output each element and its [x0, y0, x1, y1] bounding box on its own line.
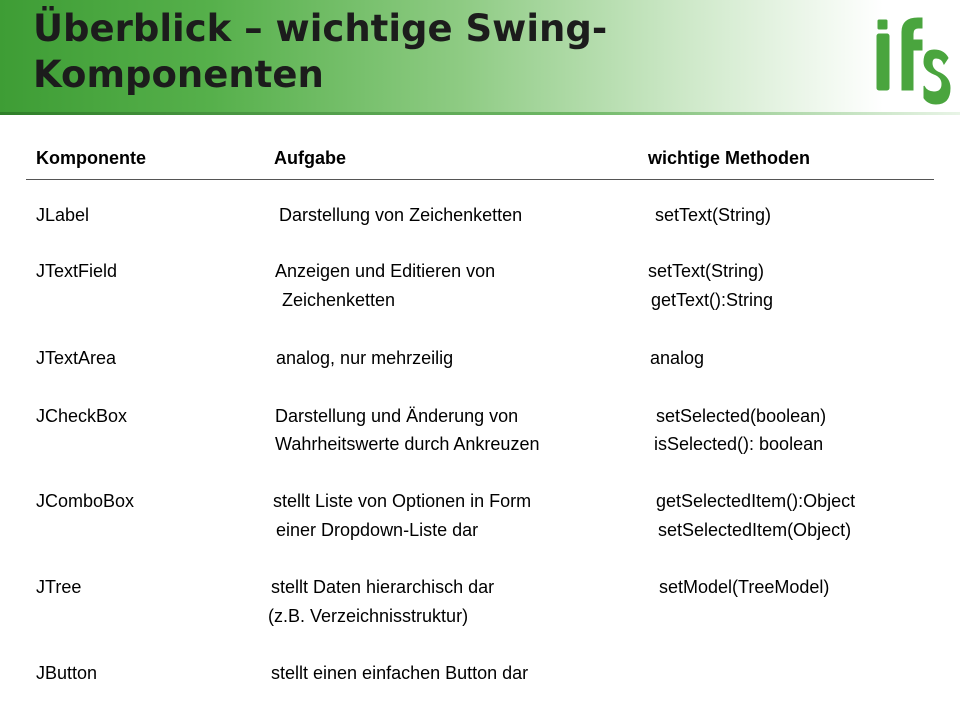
row-task-jtree-line-2: (z.B. Verzeichnisstruktur): [268, 606, 469, 626]
row-method-jcheckbox-line-1: setSelected(boolean): [656, 406, 827, 426]
row-component-jcheckbox: JCheckBox: [36, 406, 128, 426]
header-divider: [0, 112, 960, 115]
header-rule: [26, 179, 934, 180]
row-method-jcheckbox-line-2: isSelected(): boolean: [654, 434, 824, 454]
slide-title-line-2: Komponenten: [33, 53, 324, 96]
row-component-jtextarea: JTextArea: [36, 348, 117, 368]
row-task-jbutton-line-1: stellt einen einfachen Button dar: [271, 663, 529, 683]
row-task-jtextfield-line-2: Zeichenketten: [282, 290, 396, 310]
slide-title-line-1: Überblick – wichtige Swing-: [33, 7, 608, 50]
logo-f: [902, 18, 922, 90]
logo-s: [924, 50, 950, 104]
row-component-jcombobox: JComboBox: [36, 491, 135, 511]
row-task-jcombobox-line-1: stellt Liste von Optionen in Form: [273, 491, 532, 511]
slide-title: [33, 6, 833, 98]
row-component-jtree: JTree: [36, 577, 82, 597]
ifs-logo-icon: [872, 10, 952, 110]
row-task-jtextfield-line-1: Anzeigen und Editieren von: [275, 261, 496, 281]
row-task-jlabel-line-1: Darstellung von Zeichenketten: [279, 205, 523, 225]
row-method-jtextfield-line-1: setText(String): [648, 261, 765, 281]
row-task-jtree-line-1: stellt Daten hierarchisch dar: [271, 577, 495, 597]
row-method-jcombobox-line-1: getSelectedItem():Object: [656, 491, 856, 511]
row-method-jtextfield-line-2: getText():String: [651, 290, 774, 310]
row-task-jtextarea-line-1: analog, nur mehrzeilig: [276, 348, 454, 368]
header-task: Aufgabe: [274, 148, 346, 168]
row-component-jlabel: JLabel: [36, 205, 90, 225]
row-component-jtextfield: JTextField: [36, 261, 118, 281]
row-method-jtextarea-line-1: analog: [650, 348, 705, 368]
logo-i-dot: [878, 20, 887, 29]
row-method-jcombobox-line-2: setSelectedItem(Object): [658, 520, 852, 540]
row-task-jcheckbox-line-1: Darstellung und Änderung von: [275, 406, 519, 426]
row-component-jbutton: JButton: [36, 663, 98, 683]
header-component: Komponente: [36, 148, 146, 168]
row-task-jcombobox-line-2: einer Dropdown-Liste dar: [276, 520, 479, 540]
logo-i-stem: [877, 34, 889, 90]
row-task-jcheckbox-line-2: Wahrheitswerte durch Ankreuzen: [275, 434, 540, 454]
header-methods: wichtige Methoden: [648, 148, 810, 168]
row-method-jlabel-line-1: setText(String): [655, 205, 772, 225]
row-method-jtree-line-1: setModel(TreeModel): [659, 577, 830, 597]
